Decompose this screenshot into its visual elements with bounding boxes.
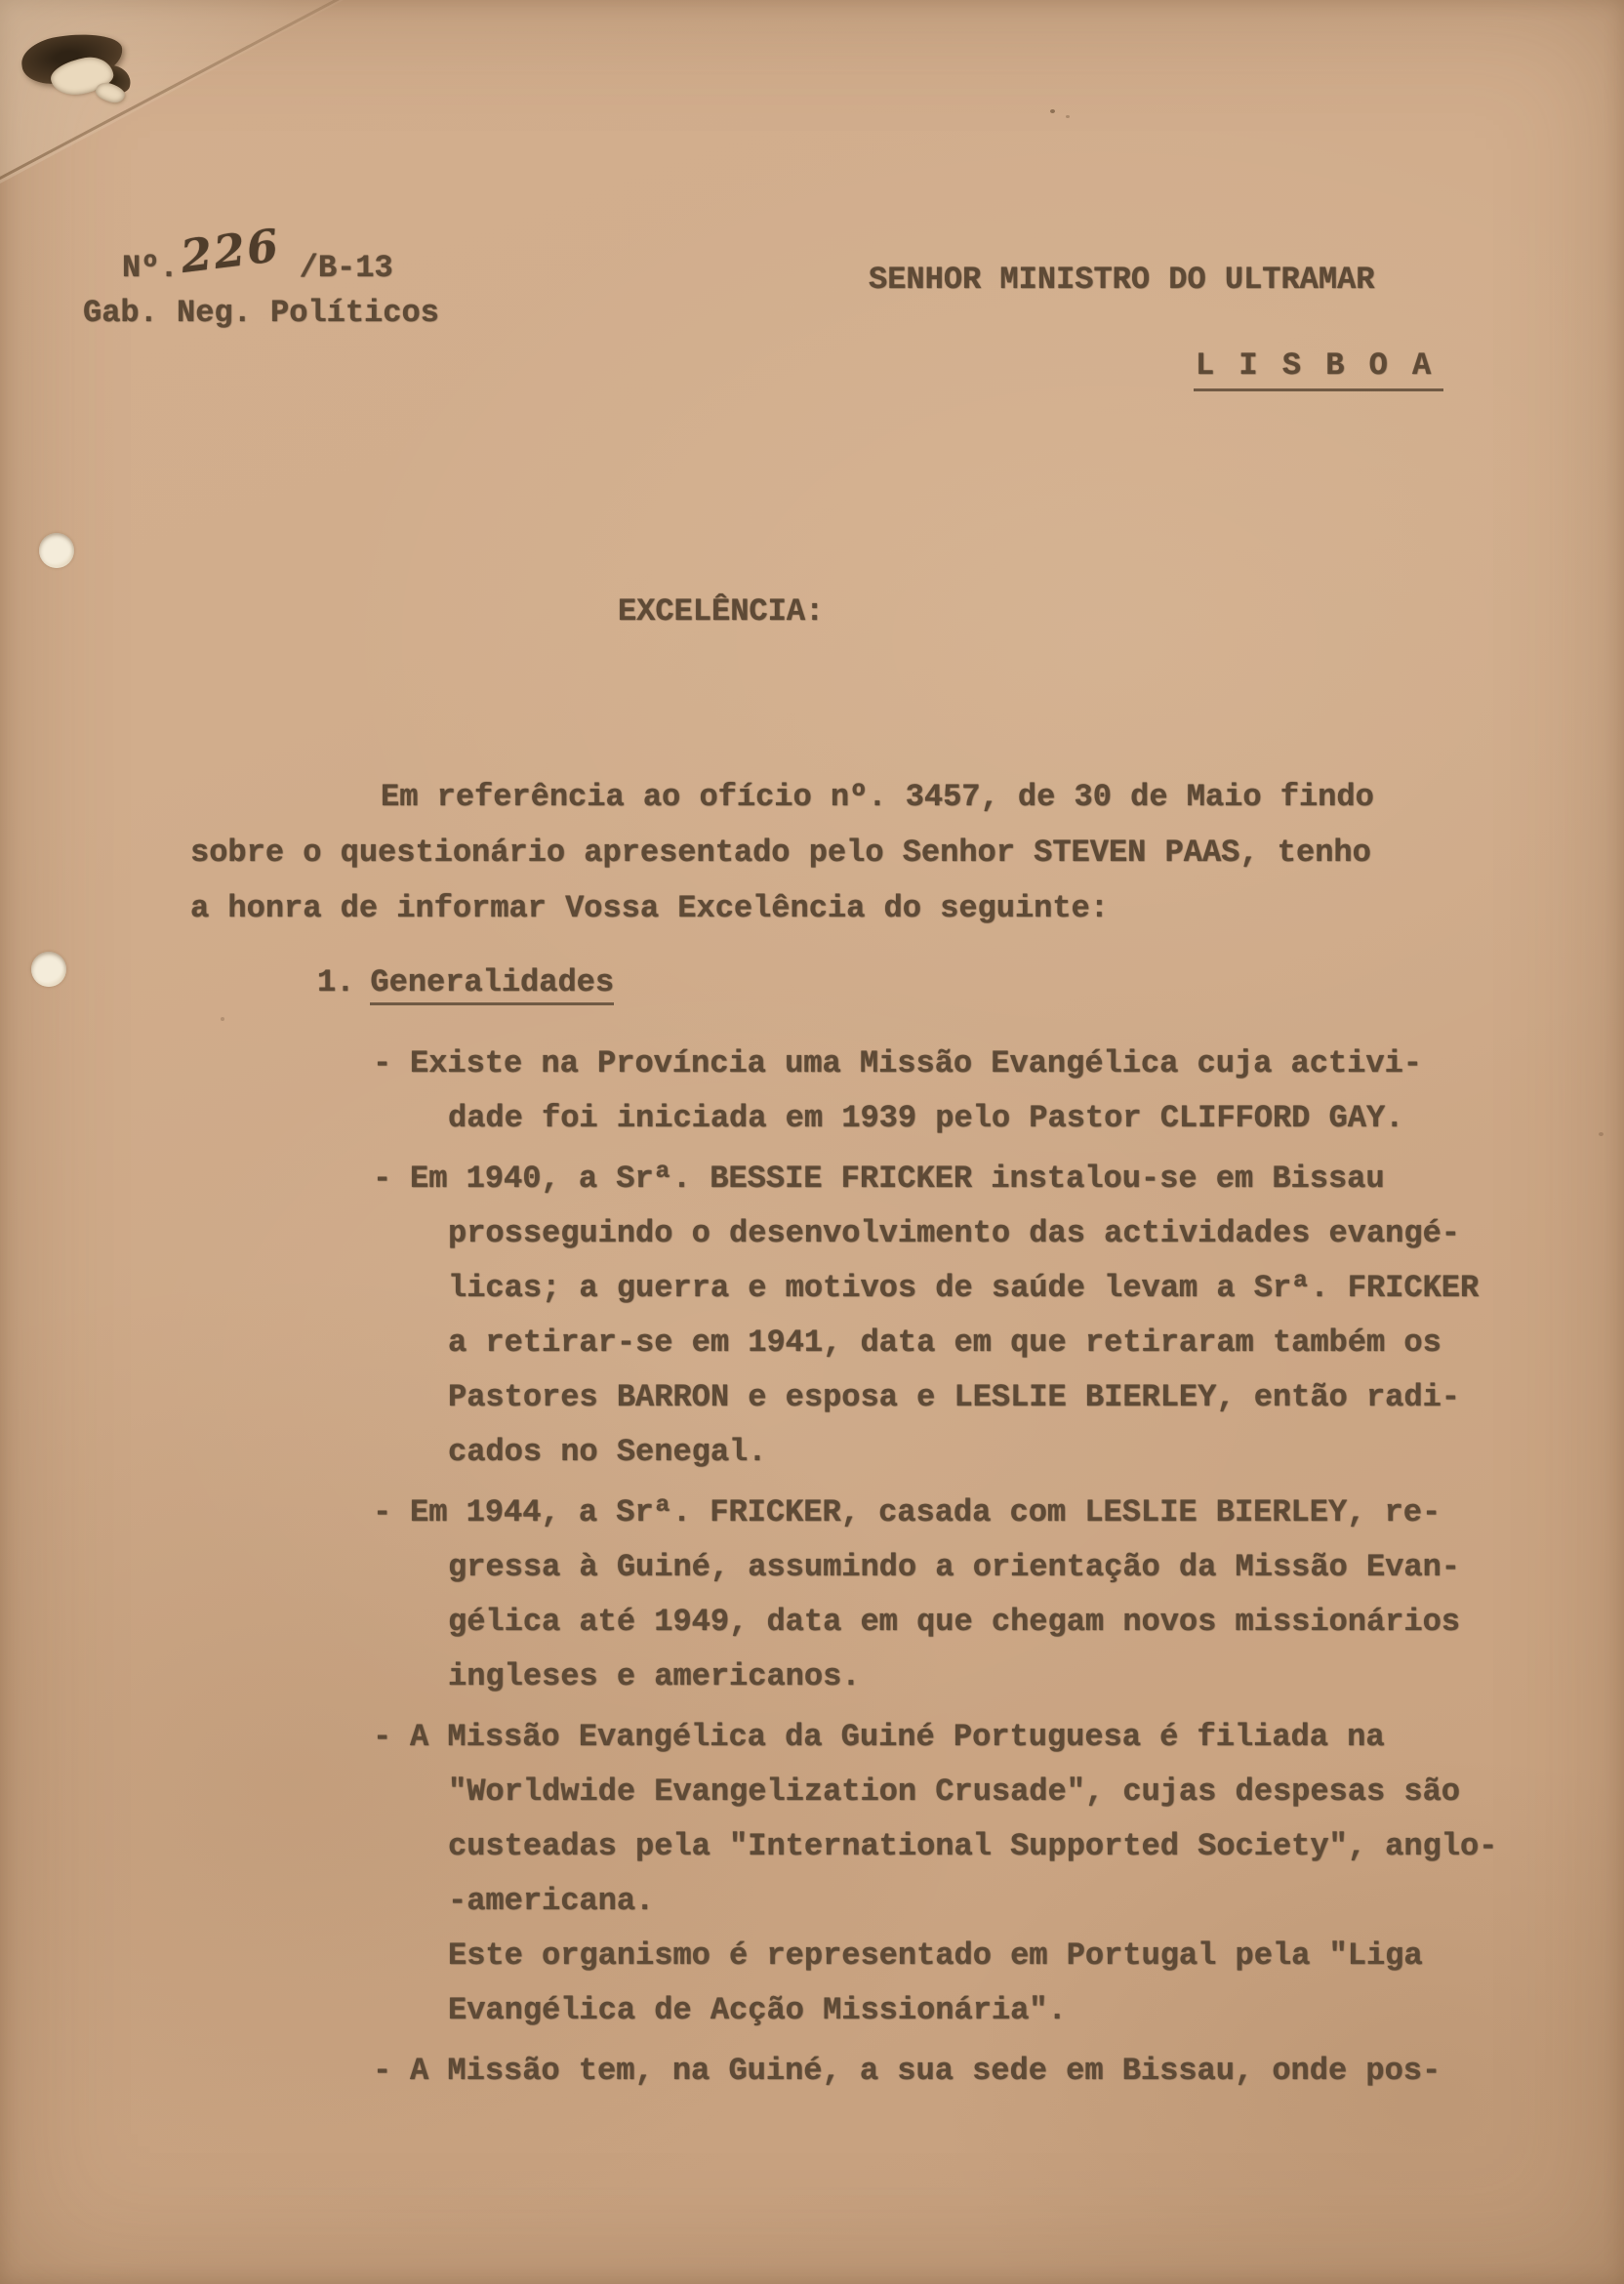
bullet-line: [448, 1370, 1534, 1425]
bullet-line: [448, 1091, 1534, 1146]
intro-line: sobre o questionário apresentado pelo Senhor STEVEN PAAS, tenho: [190, 835, 1371, 871]
bullet-item: [373, 1486, 1534, 1704]
ref-prefix: Nº.: [122, 250, 179, 286]
punch-hole-top: [39, 533, 74, 568]
bullet-line: [448, 1929, 1534, 1983]
bullet-line: [373, 1152, 1534, 1206]
section-heading: [317, 964, 614, 1000]
bullet-line-text: gressa à Guiné, assumindo a orientação da Missão Evan-: [448, 1549, 1460, 1585]
bullet-list: [373, 1037, 1534, 2104]
bullet-line: [373, 1037, 1534, 1091]
bullet-line: [448, 1650, 1534, 1704]
paper-speck: [221, 1017, 224, 1021]
bullet-line-text: dade foi iniciada em 1939 pelo Pastor CLIFFORD GAY.: [448, 1100, 1404, 1136]
bullet-dash: -: [373, 2053, 392, 2089]
bullet-dash: -: [373, 1161, 392, 1197]
paper-speck: [1599, 1132, 1604, 1136]
bullet-line-text: Este organismo é representado em Portugal pela "Liga: [448, 1937, 1423, 1974]
torn-corner: [0, 0, 344, 184]
punch-hole-bottom: [31, 952, 66, 987]
bullet-line: [448, 1206, 1534, 1261]
bullet-line-text: A Missão tem, na Guiné, a sua sede em Bissau, onde pos-: [410, 2053, 1441, 2089]
intro-paragraph: [190, 769, 1449, 936]
bullet-line: [448, 1595, 1534, 1650]
intro-line: a honra de informar Vossa Excelência do seguinte:: [190, 890, 1109, 926]
reference-number-line: [122, 218, 478, 287]
bullet-line: [448, 1983, 1534, 2038]
recipient-title: SENHOR MINISTRO DO ULTRAMAR: [869, 262, 1375, 298]
bullet-line-text: gélica até 1949, data em que chegam novos missionários: [448, 1604, 1460, 1640]
reference-block: [83, 218, 478, 331]
bullet-line-text: licas; a guerra e motivos de saúde levam a Srª. FRICKER: [448, 1270, 1480, 1306]
bullet-line: [448, 1765, 1534, 1819]
ref-suffix: /B-13: [299, 250, 393, 286]
bullet-item: [373, 1710, 1534, 2038]
bullet-line-text: Existe na Província uma Missão Evangélica cuja activi-: [410, 1045, 1422, 1081]
bullet-line-text: cados no Senegal.: [448, 1434, 767, 1470]
bullet-line-text: -americana.: [448, 1883, 655, 1919]
bullet-dash: -: [373, 1045, 392, 1081]
intro-line: Em referência ao ofício nº. 3457, de 30 de Maio findo: [381, 779, 1374, 815]
salutation: EXCELÊNCIA:: [618, 593, 825, 630]
ref-number-handwritten: 226: [177, 218, 283, 284]
bullet-line-text: Em 1944, a Srª. FRICKER, casada com LESLIE BIERLEY, re-: [410, 1494, 1441, 1530]
bullet-line: [448, 1874, 1534, 1929]
bullet-line-text: a retirar-se em 1941, data em que retiraram também os: [448, 1325, 1441, 1361]
bullet-line-text: prosseguindo o desenvolvimento das actividades evangé-: [448, 1215, 1460, 1251]
section-title: Generalidades: [370, 964, 614, 1005]
bullet-line-text: Em 1940, a Srª. BESSIE FRICKER instalou-se em Bissau: [410, 1161, 1385, 1197]
bullet-line: [448, 1540, 1534, 1595]
bullet-line-text: ingleses e americanos.: [448, 1658, 861, 1694]
bullet-item: [373, 1152, 1534, 1480]
bullet-line: [373, 1486, 1534, 1540]
bullet-dash: -: [373, 1494, 392, 1530]
bullet-line-text: custeadas pela "International Supported Society", anglo-: [448, 1828, 1498, 1864]
bullet-line: [373, 1710, 1534, 1765]
paper-speck: [1050, 109, 1055, 113]
section-number: 1.: [317, 964, 355, 1000]
bullet-dash: -: [373, 1719, 392, 1755]
bullet-line: [373, 2044, 1534, 2099]
bullet-line-text: Pastores BARRON e esposa e LESLIE BIERLEY, então radi-: [448, 1379, 1460, 1415]
bullet-item: [373, 2044, 1534, 2099]
recipient-city: L I S B O A: [1194, 347, 1443, 391]
bullet-line: [448, 1261, 1534, 1316]
bullet-line-text: "Worldwide Evangelization Crusade", cujas despesas são: [448, 1774, 1460, 1810]
bullet-line: [448, 1425, 1534, 1480]
bullet-line-text: Evangélica de Acção Missionária".: [448, 1992, 1067, 2028]
bullet-line-text: A Missão Evangélica da Guiné Portuguesa é filiada na: [410, 1719, 1385, 1755]
bullet-item: [373, 1037, 1534, 1146]
bullet-line: [448, 1316, 1534, 1370]
department-label: Gab. Neg. Políticos: [83, 295, 439, 331]
bullet-line: [448, 1819, 1534, 1874]
paper-speck: [1066, 115, 1070, 118]
